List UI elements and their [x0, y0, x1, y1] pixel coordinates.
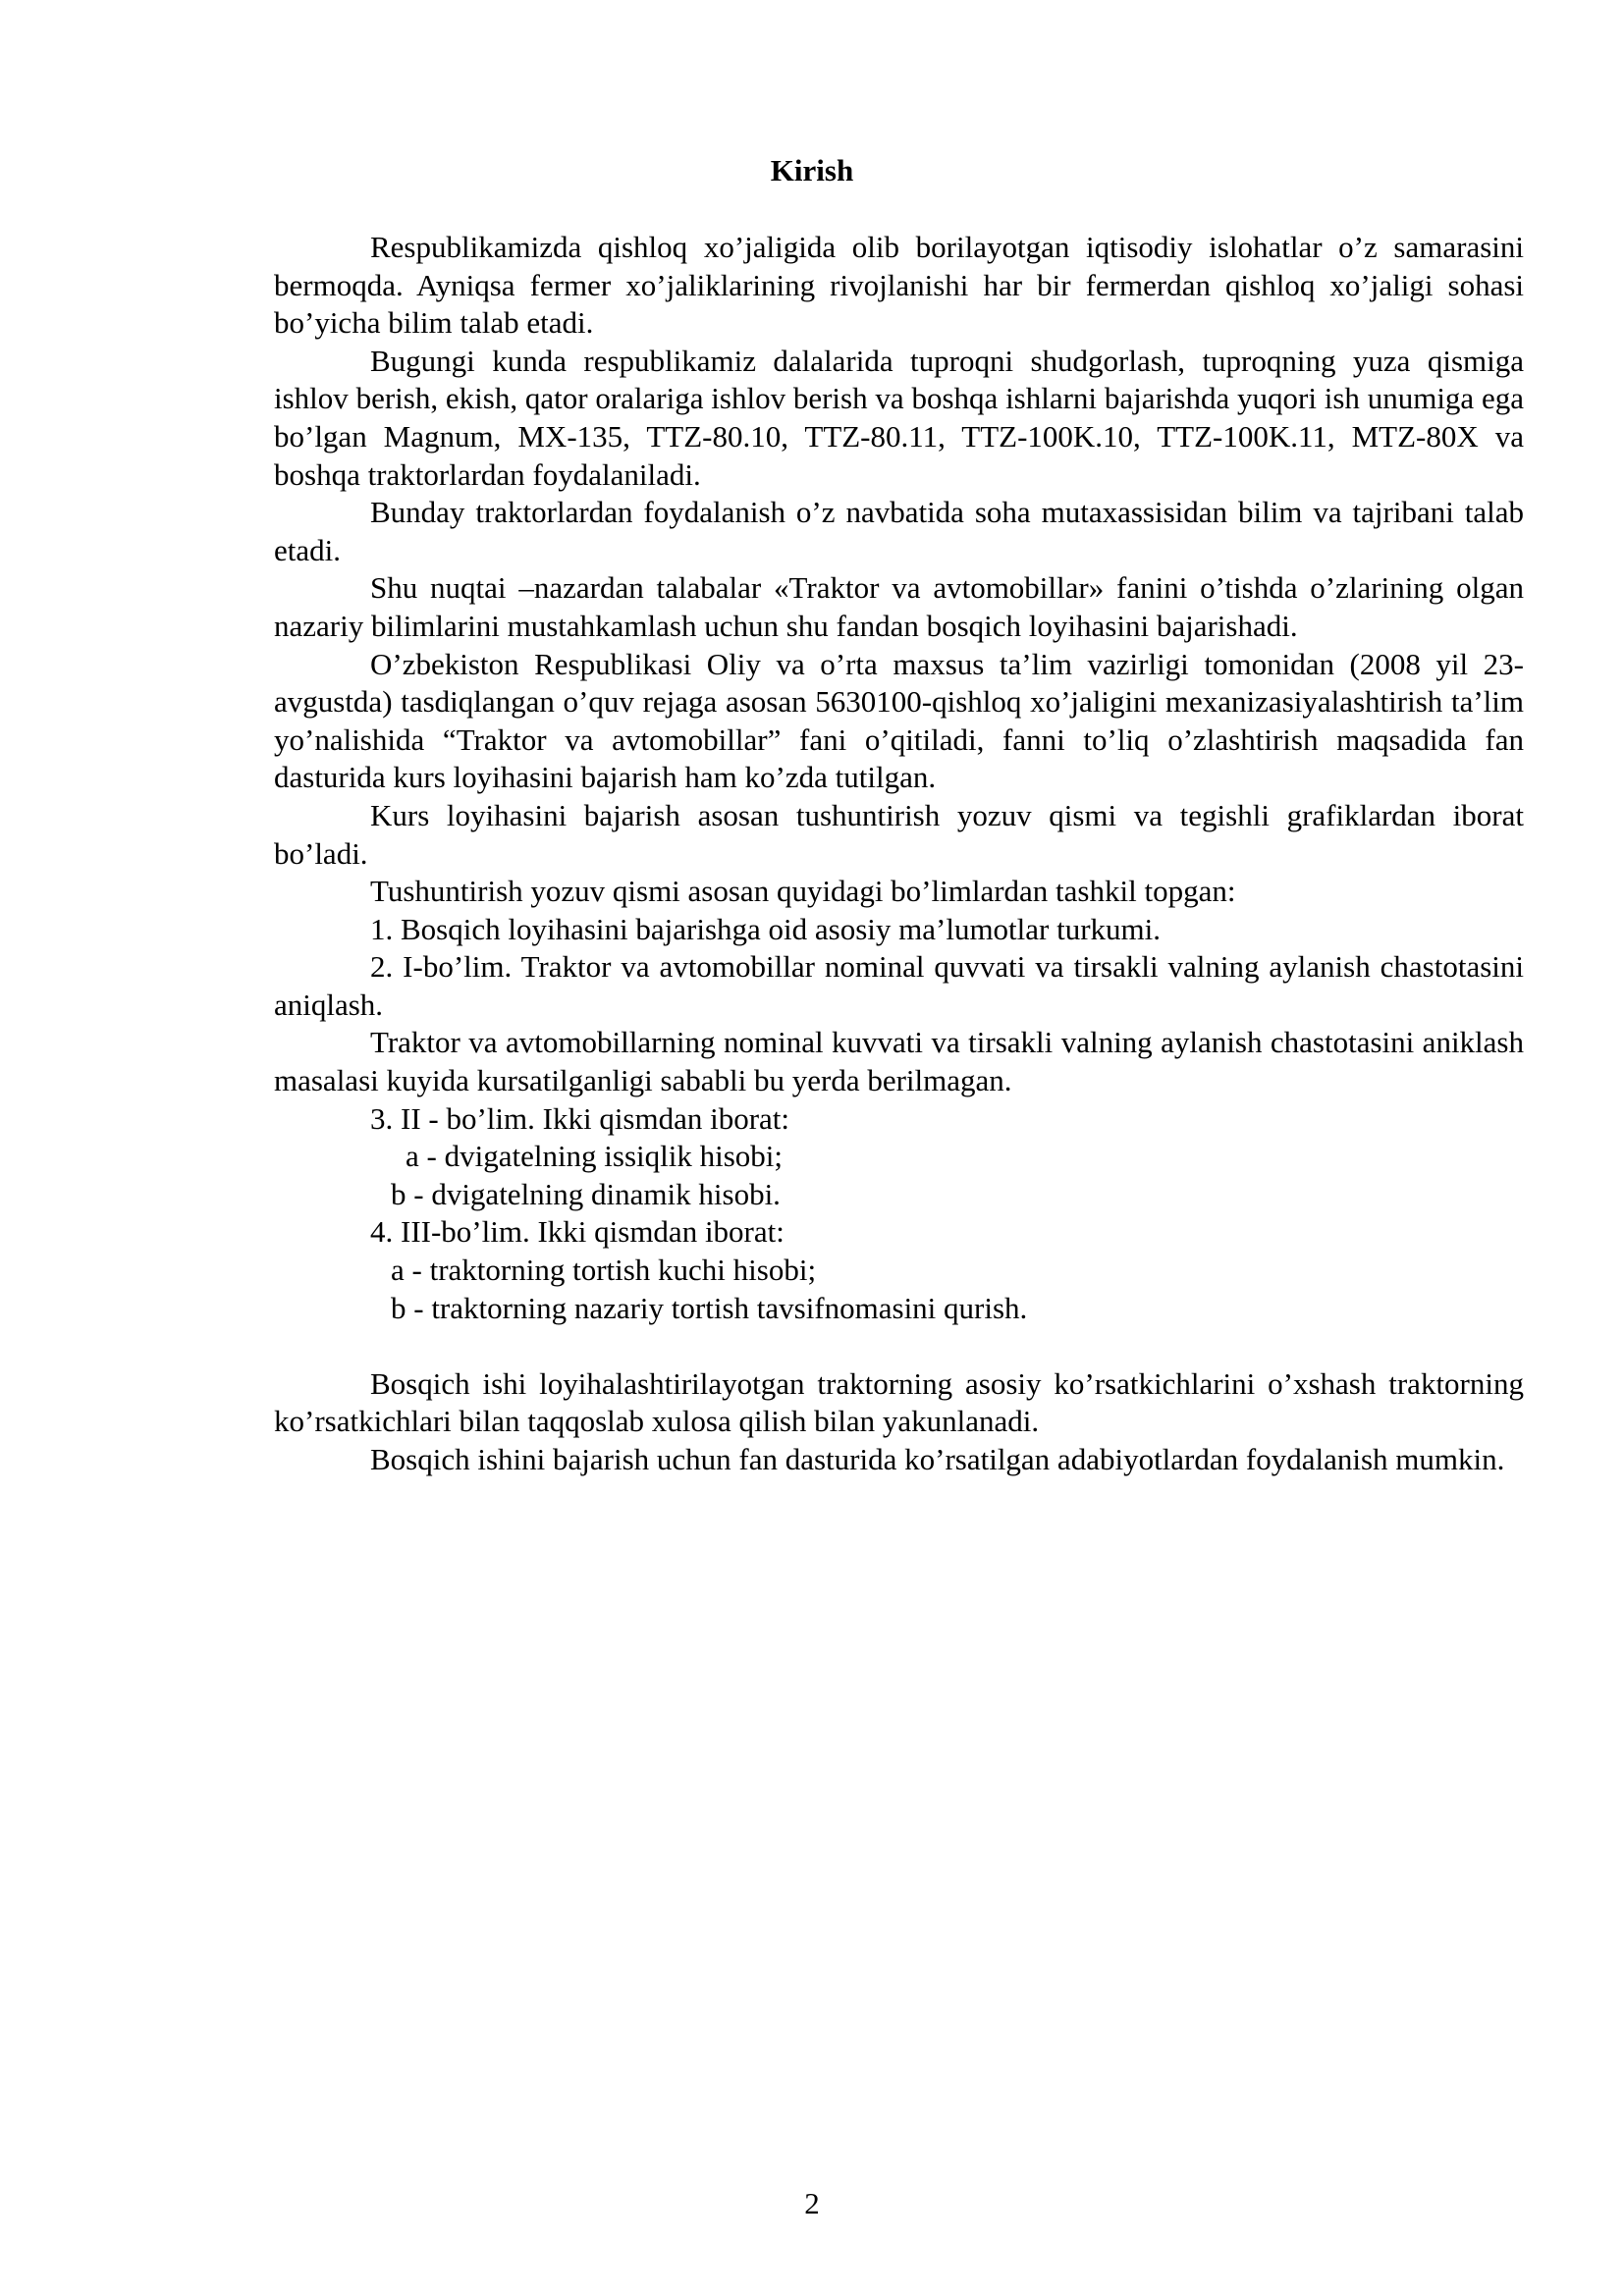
paragraph: Bunday traktorlardan foydalanish o’z navbatida soha mutaxassisidan bilim va tajribani talab etadi.: [274, 495, 1524, 567]
paragraph: Bosqich ishini bajarish uchun fan dasturida ko’rsatilgan adabiyotlardan foydalanish mumkin.: [370, 1442, 1505, 1476]
document-body: [274, 229, 1524, 1479]
paragraph: Traktor va avtomobillarning nominal kuvvati va tirsakli valning aylanish chastotasini aniklash masalasi kuyida kursatilganligi sababli bu yerda berilmagan.: [274, 1025, 1524, 1098]
paragraph: Bugungi kunda respublikamiz dalalarida tuproqni shudgorlash, tuproqning yuza qismiga ishlov berish, ekish, qator oralariga ishlov berish va boshqa ishlarni bajarishda yuqori ish unumiga ega bo’lgan Magnum, MX-135, TTZ-80.10, TTZ-80.11, TTZ-100K.10, TTZ-100K.11, MTZ-80X va boshqa traktorlardan foydalaniladi.: [274, 343, 1524, 492]
sub-item-3a: a - dvigatelning issiqlik hisobi;: [406, 1139, 784, 1174]
paragraph: Tushuntirish yozuv qismi asosan quyidagi bo’limlardan tashkil topgan:: [370, 874, 1236, 909]
paragraph: Kurs loyihasini bajarish asosan tushuntirish yozuv qismi va tegishli grafiklardan iborat bo’ladi.: [274, 797, 1524, 871]
page-title: Kirish: [770, 153, 854, 187]
list-item-section-3: 3. II - bo’lim. Ikki qismdan iborat:: [370, 1100, 790, 1136]
sub-item-3b: b - dvigatelning dinamik hisobi.: [391, 1176, 781, 1211]
paragraph: Bosqich ishi loyihalashtirilayotgan traktorning asosiy ko’rsatkichlarini o’xshash traktorning ko’rsatkichlari bilan taqqoslab xulosa qilish bilan yakunlanadi.: [274, 1365, 1524, 1439]
sub-item-4a: a - traktorning tortish kuchi hisobi;: [391, 1253, 817, 1288]
paragraph: Shu nuqtai –nazardan talabalar «Traktor va avtomobillar» fanini o’tishda o’zlarining olgan nazariy bilimlarini mustahkamlash uchun shu fandan bosqich loyihasini bajarishadi.: [274, 570, 1524, 643]
list-item-section-1: 1. Bosqich loyihasini bajarishga oid asosiy ma’lumotlar turkumi.: [370, 911, 1162, 946]
list-item-section-2: 2. I-bo’lim. Traktor va avtomobillar nominal quvvati va tirsakli valning aylanish chastotasini aniqlash.: [274, 949, 1524, 1022]
blank-line: [274, 1327, 1524, 1365]
paragraph: Respublikamizda qishloq xo’jaligida olib borilayotgan iqtisodiy islohatlar o’z samarasini bermoqda. Ayniqsa fermer xo’jaliklarining rivojlanishi har bir fermerdan qishloq xo’jaligi sohasi bo’yicha bilim talab etadi.: [274, 230, 1524, 341]
list-item-section-4: 4. III-bo’lim. Ikki qismdan iborat:: [370, 1214, 785, 1250]
sub-item-4b: b - traktorning nazariy tortish tavsifnomasini qurish.: [391, 1290, 1028, 1325]
paragraph: O’zbekiston Respublikasi Oliy va o’rta maxsus ta’lim vazirligi tomonidan (2008 yil 23-avgustda) tasdiqlangan o’quv rejaga asosan 5630100-qishloq xo’jaligini mexanizasiyalashtirish ta’lim yo’nalishida “Traktor va avtomobillar” fani o’qitiladi, fanni to’liq o’zlashtirish maqsadida fan dasturida kurs loyihasini bajarish ham ko’zda tutilgan.: [274, 646, 1524, 795]
page-number: 2: [804, 2186, 820, 2220]
